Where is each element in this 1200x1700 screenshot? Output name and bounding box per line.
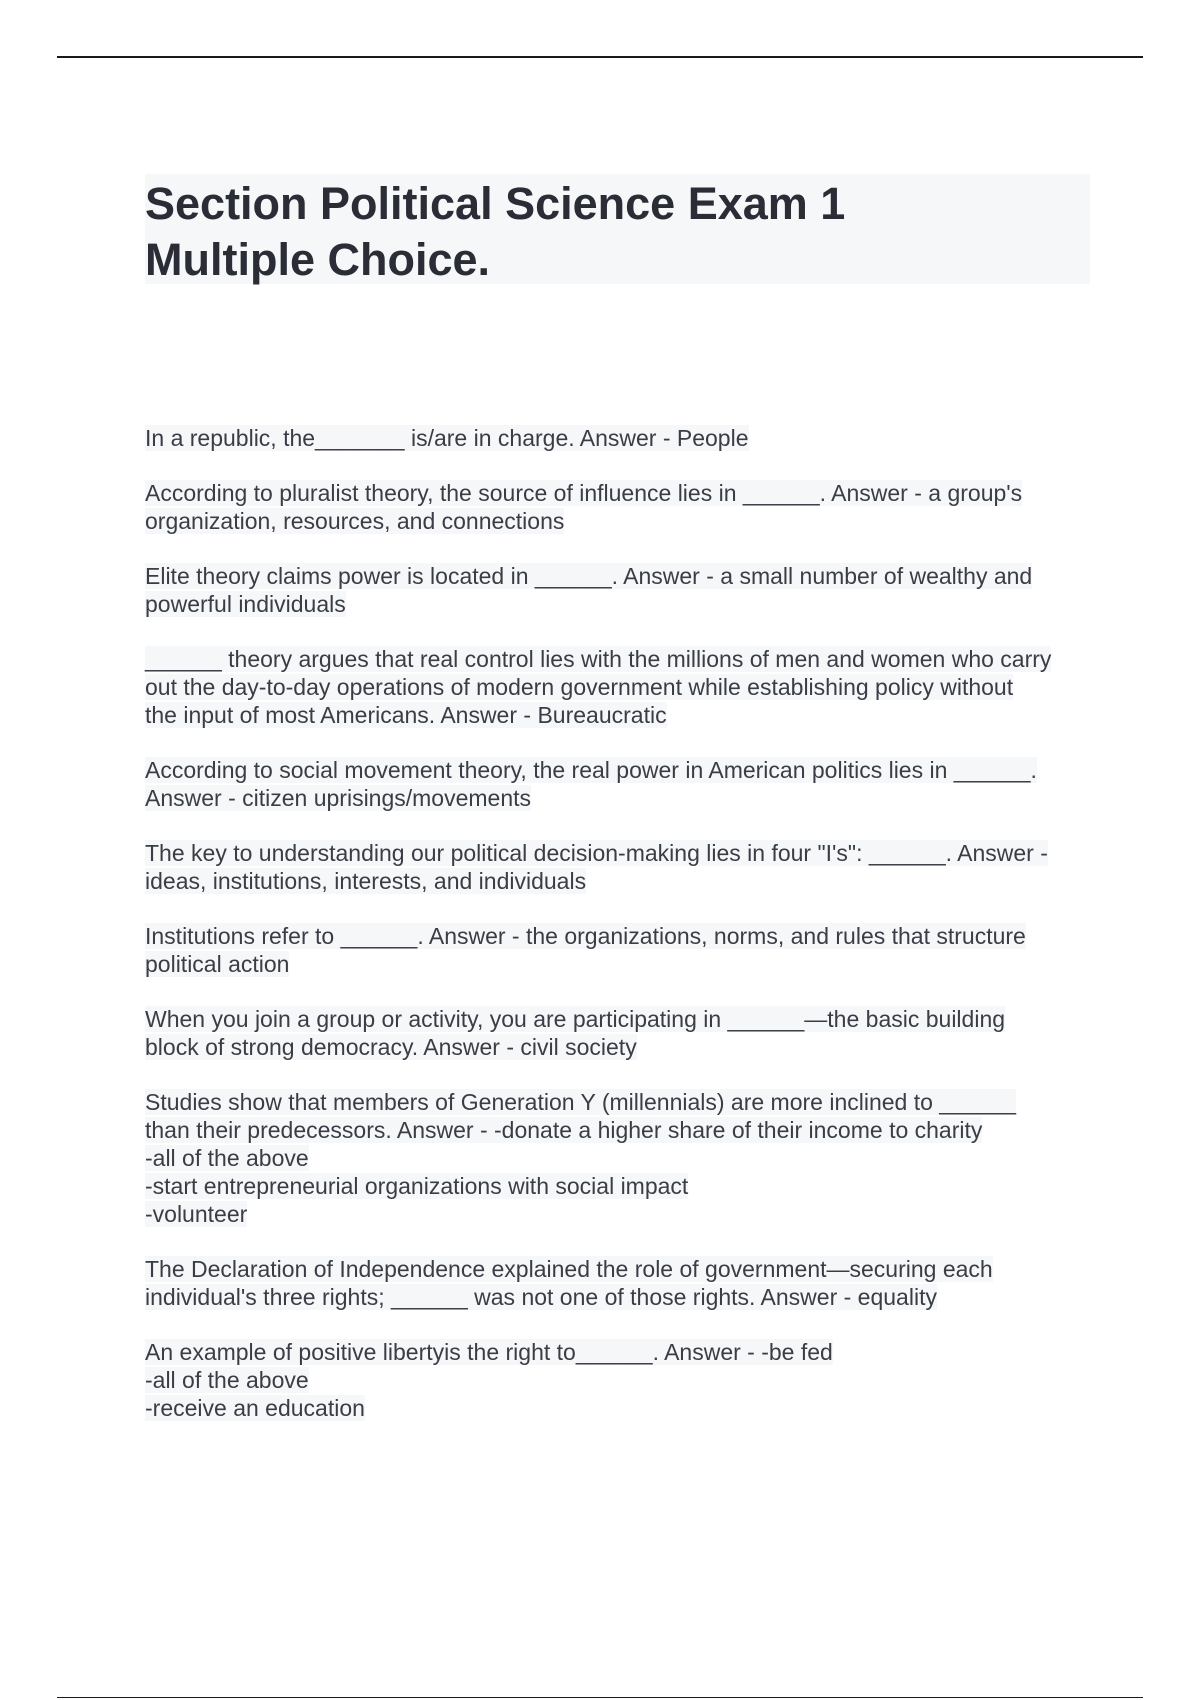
question-text: Institutions refer to ______. Answer - the organizations, norms, and rules that structure political action bbox=[145, 923, 1026, 977]
question-text: The key to understanding our political decision-making lies in four "I's": ______. Answer - ideas, institutions, interests, and individuals bbox=[145, 840, 1048, 894]
question-text: An example of positive libertyis the right to______. Answer - -be fed -all of the above -receive an education bbox=[145, 1339, 833, 1421]
question-item bbox=[145, 922, 1095, 978]
question-item bbox=[145, 424, 1095, 452]
question-item bbox=[145, 839, 1095, 895]
question-text: Elite theory claims power is located in ______. Answer - a small number of wealthy and powerful individuals bbox=[145, 563, 1033, 617]
question-text: According to pluralist theory, the source of influence lies in ______. Answer - a group's organization, resources, and connections bbox=[145, 480, 1023, 534]
question-item bbox=[145, 1088, 1095, 1228]
document-title-line-1: Section Political Science Exam 1 bbox=[145, 178, 846, 229]
question-text: The Declaration of Independence explained the role of government—securing each individual's three rights; ______ was not one of those rights. Answer - equality bbox=[145, 1256, 993, 1310]
document-title-line-2: Multiple Choice. bbox=[145, 234, 491, 285]
question-list bbox=[145, 424, 1095, 1449]
question-item bbox=[145, 479, 1095, 535]
question-text: When you join a group or activity, you are participating in ______—the basic building block of strong democracy. Answer - civil society bbox=[145, 1006, 1006, 1060]
question-item bbox=[145, 645, 1095, 729]
question-item bbox=[145, 1005, 1095, 1061]
question-text: Studies show that members of Generation Y (millennials) are more inclined to ______ than their predecessors. Answer - -donate a higher share of their income to charity -all of the above -start entrepreneurial organizations with social impact -volunteer bbox=[145, 1089, 1017, 1227]
title-block bbox=[145, 174, 1090, 284]
bottom-rule bbox=[57, 1697, 1143, 1698]
document-title bbox=[145, 174, 1090, 288]
top-rule bbox=[57, 56, 1143, 58]
question-item bbox=[145, 1255, 1095, 1311]
question-item bbox=[145, 756, 1095, 812]
question-text: In a republic, the_______ is/are in charge. Answer - People bbox=[145, 425, 749, 451]
question-item bbox=[145, 562, 1095, 618]
question-text: According to social movement theory, the real power in American politics lies in ______. Answer - citizen uprisings/movements bbox=[145, 757, 1037, 811]
question-item bbox=[145, 1338, 1095, 1422]
question-text: ______ theory argues that real control lies with the millions of men and women who carry out the day-to-day operations of modern government while establishing policy without the input of most Americans. Answer - Bureaucratic bbox=[145, 646, 1052, 728]
